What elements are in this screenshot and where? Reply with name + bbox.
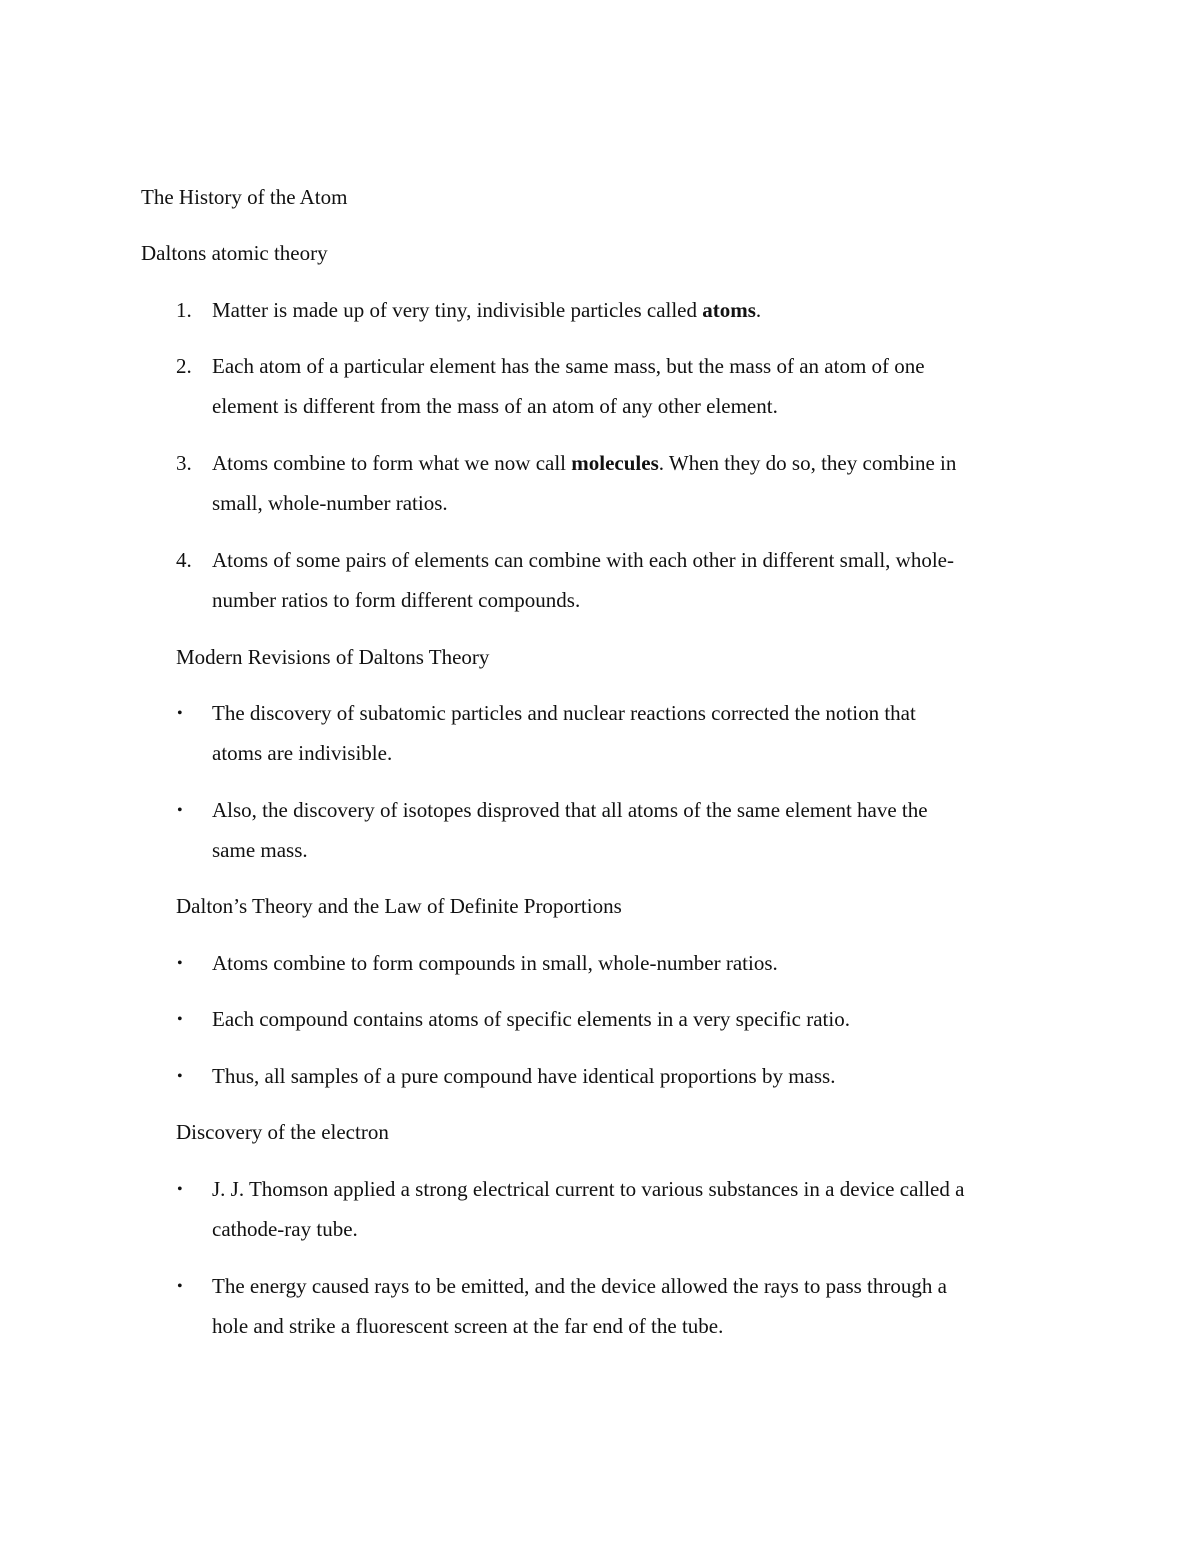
document-title: The History of the Atom	[141, 185, 348, 209]
bullet-item-text: hole and strike a fluorescent screen at the far end of the tube.	[212, 1314, 724, 1338]
list-marker: 2.	[176, 354, 192, 378]
bullet-icon: •	[177, 802, 183, 819]
bullet-icon: •	[177, 1068, 183, 1085]
list-item-text: small, whole-number ratios.	[212, 491, 448, 515]
bullet-icon: •	[177, 955, 183, 972]
section-heading-discovery-of-electron: Discovery of the electron	[176, 1120, 389, 1144]
section-heading-daltons-atomic-theory: Daltons atomic theory	[141, 241, 328, 265]
list-marker: 1.	[176, 298, 192, 322]
section-heading-modern-revisions: Modern Revisions of Daltons Theory	[176, 645, 490, 669]
list-item-text: Each atom of a particular element has the same mass, but the mass of an atom of one	[212, 354, 925, 378]
bullet-icon: •	[177, 1011, 183, 1028]
bullet-icon: •	[177, 705, 183, 722]
bullet-item-text: Atoms combine to form compounds in small, whole-number ratios.	[212, 951, 778, 975]
bullet-item-text: The energy caused rays to be emitted, and the device allowed the rays to pass through a	[212, 1274, 947, 1298]
list-marker: 3.	[176, 451, 192, 475]
bullet-item-text: Thus, all samples of a pure compound have identical proportions by mass.	[212, 1064, 836, 1088]
list-item-text: Atoms combine to form what we now call molecules. When they do so, they combine in	[212, 451, 957, 475]
bullet-item-text: J. J. Thomson applied a strong electrical current to various substances in a device called a	[212, 1177, 965, 1201]
list-item-text: Matter is made up of very tiny, indivisible particles called atoms.	[212, 298, 762, 322]
list-marker: 4.	[176, 548, 192, 572]
list-item-text: number ratios to form different compounds.	[212, 588, 581, 612]
bullet-item-text: atoms are indivisible.	[212, 741, 393, 765]
bullet-item-text: Also, the discovery of isotopes disproved that all atoms of the same element have the	[212, 798, 928, 822]
bullet-item-text: cathode-ray tube.	[212, 1217, 358, 1241]
list-item-text: element is different from the mass of an atom of any other element.	[212, 394, 778, 418]
bullet-item-text: same mass.	[212, 838, 308, 862]
bullet-item-text: Each compound contains atoms of specific elements in a very specific ratio.	[212, 1007, 850, 1031]
bold-term: atoms	[702, 298, 756, 322]
bullet-icon: •	[177, 1278, 183, 1295]
bold-term: molecules	[571, 451, 659, 475]
section-heading-law-of-definite-proportions: Dalton’s Theory and the Law of Definite Proportions	[176, 894, 622, 918]
bullet-icon: •	[177, 1181, 183, 1198]
list-item-text: Atoms of some pairs of elements can combine with each other in different small, whole-	[212, 548, 954, 572]
bullet-item-text: The discovery of subatomic particles and nuclear reactions corrected the notion that	[212, 701, 916, 725]
